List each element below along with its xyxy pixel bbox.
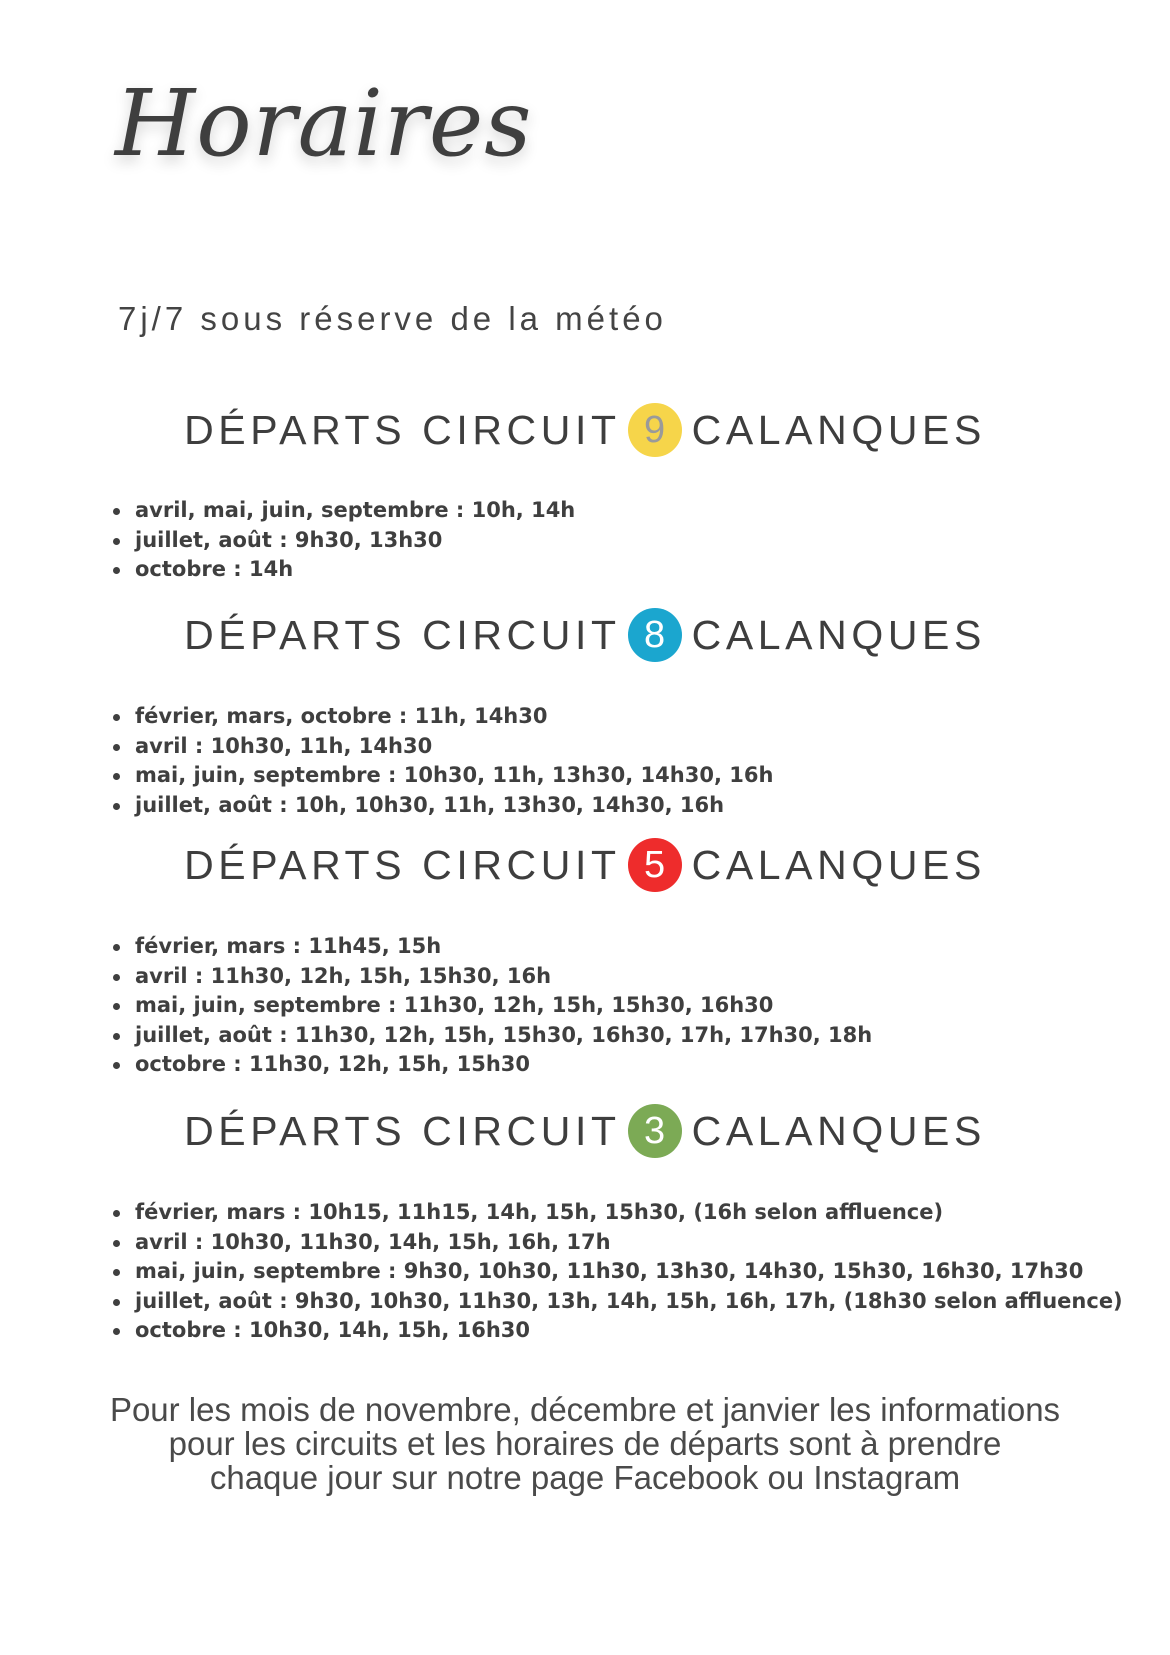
footer-line: chaque jour sur notre page Facebook ou Instagram <box>209 1459 961 1496</box>
schedule-item: avril : 10h30, 11h, 14h30 <box>135 732 1170 762</box>
heading-prefix: DÉPARTS CIRCUIT <box>184 1107 621 1154</box>
footer-line: Pour les mois de novembre, décembre et janvier les informations <box>109 1391 1061 1428</box>
section-heading <box>0 400 1170 460</box>
schedule-item: octobre : 14h <box>135 555 1170 585</box>
schedule-item: juillet, août : 9h30, 13h30 <box>135 526 1170 556</box>
schedule-item: février, mars, octobre : 11h, 14h30 <box>135 702 1170 732</box>
heading-suffix: CALANQUES <box>691 841 986 888</box>
schedule-list <box>0 496 1170 585</box>
page-subtitle: 7j/7 sous réserve de la météo <box>118 300 667 337</box>
schedule-list <box>0 702 1170 820</box>
footer-line: pour les circuits et les horaires de départs sont à prendre <box>168 1425 1002 1462</box>
schedule-item: mai, juin, septembre : 9h30, 10h30, 11h30, 13h30, 14h30, 15h30, 16h30, 17h30 <box>135 1257 1170 1287</box>
circuit-number-badge: 3 <box>628 1104 682 1158</box>
schedule-item: février, mars : 11h45, 15h <box>135 932 1170 962</box>
heading-suffix: CALANQUES <box>691 1107 986 1154</box>
section-heading <box>0 605 1170 665</box>
heading-prefix: DÉPARTS CIRCUIT <box>184 611 621 658</box>
schedule-item: juillet, août : 11h30, 12h, 15h, 15h30, 16h30, 17h, 17h30, 18h <box>135 1021 1170 1051</box>
page-title: Horaires <box>115 70 533 177</box>
schedule-item: février, mars : 10h15, 11h15, 14h, 15h, 15h30, (16h selon affluence) <box>135 1198 1170 1228</box>
schedule-item: avril : 10h30, 11h30, 14h, 15h, 16h, 17h <box>135 1228 1170 1258</box>
schedule-list <box>0 1198 1170 1346</box>
circuit-number-badge: 8 <box>628 608 682 662</box>
section-circuit-9 <box>0 400 1170 585</box>
schedule-item: mai, juin, septembre : 11h30, 12h, 15h, 15h30, 16h30 <box>135 991 1170 1021</box>
schedule-item: juillet, août : 9h30, 10h30, 11h30, 13h, 14h, 15h, 16h, 17h, (18h30 selon affluence) <box>135 1287 1170 1317</box>
section-heading <box>0 835 1170 895</box>
heading-prefix: DÉPARTS CIRCUIT <box>184 406 621 453</box>
schedule-item: octobre : 10h30, 14h, 15h, 16h30 <box>135 1316 1170 1346</box>
section-circuit-8 <box>0 605 1170 820</box>
schedule-item: octobre : 11h30, 12h, 15h, 15h30 <box>135 1050 1170 1080</box>
circuit-number-badge: 9 <box>628 403 682 457</box>
section-heading <box>0 1101 1170 1161</box>
circuit-number-badge: 5 <box>628 838 682 892</box>
schedule-item: juillet, août : 10h, 10h30, 11h, 13h30, 14h30, 16h <box>135 791 1170 821</box>
footer-note <box>0 1393 1170 1495</box>
schedule-list <box>0 932 1170 1080</box>
section-circuit-3 <box>0 1101 1170 1346</box>
heading-prefix: DÉPARTS CIRCUIT <box>184 841 621 888</box>
schedule-item: avril : 11h30, 12h, 15h, 15h30, 16h <box>135 962 1170 992</box>
schedule-item: avril, mai, juin, septembre : 10h, 14h <box>135 496 1170 526</box>
section-circuit-5 <box>0 835 1170 1080</box>
schedule-item: mai, juin, septembre : 10h30, 11h, 13h30, 14h30, 16h <box>135 761 1170 791</box>
heading-suffix: CALANQUES <box>691 611 986 658</box>
heading-suffix: CALANQUES <box>691 406 986 453</box>
